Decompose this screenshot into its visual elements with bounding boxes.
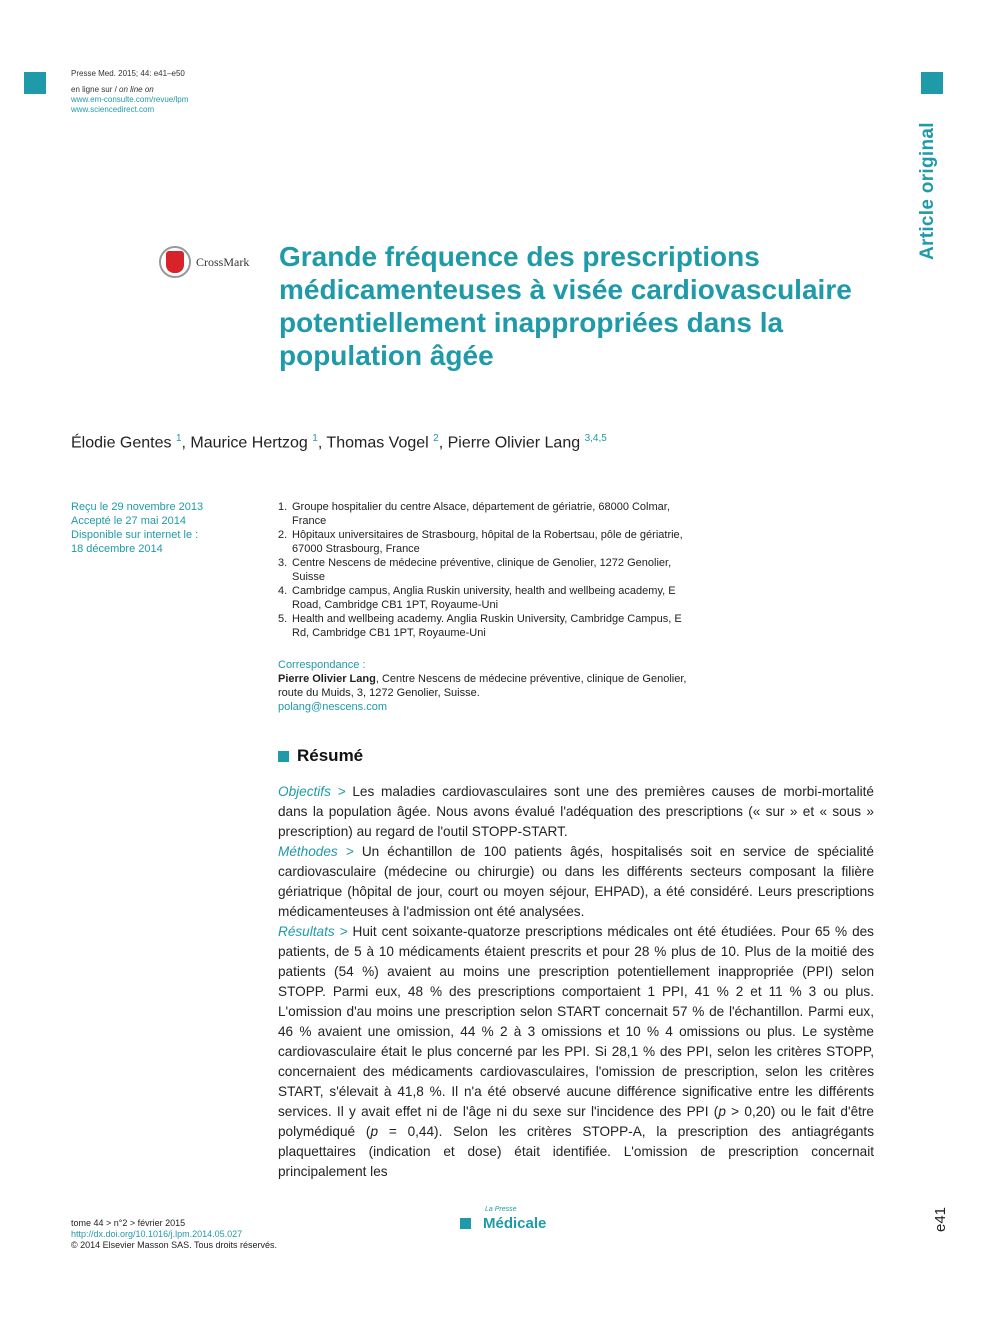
author-name: Élodie Gentes [71, 434, 172, 452]
section-square-icon [278, 751, 289, 762]
issue-info: tome 44 > n°2 > février 2015 [71, 1218, 186, 1228]
abstract-body [278, 782, 874, 1182]
corner-square-right [921, 72, 943, 94]
affiliation-item: 2. Hôpitaux universitaires de Strasbourg, hôpital de la Robertsau, pôle de gériatrie, 67000 Strasbourg, France [278, 529, 683, 555]
correspondence-name: Pierre Olivier Lang [278, 673, 376, 685]
crossmark-icon [159, 246, 191, 278]
copyright: © 2014 Elsevier Masson SAS. Tous droits réservés. [71, 1240, 278, 1250]
header-meta [71, 69, 188, 115]
sciencedirect-link[interactable]: www.sciencedirect.com [71, 105, 155, 114]
corner-square-left [24, 72, 46, 94]
author-affiliation-ref: 3,4,5 [584, 433, 607, 444]
author-list: Élodie Gentes $^1$, Maurice Hertzog $^1$, Thomas Vogel $^2$, Pierre Olivier Lang $^{3,4,5}$ [71, 433, 607, 452]
article-title: Grande fréquence des prescriptions médicamenteuses à visée cardiovasculaire potentiellement inappropriées dans la population âgée [279, 241, 852, 371]
citation: Presse Med. 2015; 44: e41–e50 [71, 69, 185, 78]
logo-big-text: Médicale [483, 1215, 547, 1232]
crossmark-label: CrossMark [196, 254, 250, 269]
affiliation-item: 3. Centre Nescens de médecine préventive, clinique de Genolier, 1272 Genolier, Suisse [278, 557, 672, 583]
affiliation-item: 1. Groupe hospitalier du centre Alsace, département de gériatrie, 68000 Colmar, France [278, 501, 670, 527]
logo-square-icon [460, 1218, 471, 1229]
article-dates [71, 500, 203, 556]
online-date-label: Disponible sur internet le : [71, 529, 199, 541]
author-affiliation-ref: 2 [433, 433, 439, 444]
online-line: en ligne sur / on line on [71, 85, 154, 94]
correspondence-heading: Correspondance : [278, 659, 366, 671]
em-consulte-link[interactable]: www.em-consulte.com/revue/lpm [71, 95, 189, 104]
page-number: e41 [932, 1206, 949, 1232]
affiliation-item: 4. Cambridge campus, Anglia Ruskin university, health and wellbeing academy, E Road, Cambridge CB1 1PT, Royaume-Uni [278, 585, 676, 611]
abstract-methods: Méthodes > Un échantillon de 100 patients âgés, hospitalisés soit en service de spécialité cardiovasculaire (médecine ou chirurgie) ou dans les différents secteurs composant la filière gériatrique (hôpital de jour, court ou moyen séjour, EHPAD), a été considéré. Leurs prescriptions médicamenteuses à l'admission ont été analysées. [278, 844, 874, 919]
correspondence-email-link[interactable]: polang@nescens.com [278, 701, 388, 713]
received-date: Reçu le 29 novembre 2013 [71, 501, 204, 513]
crossmark-button[interactable] [159, 246, 249, 278]
accepted-date: Accepté le 27 mai 2014 [71, 515, 186, 527]
abstract-results: Résultats > Huit cent soixante-quatorze prescriptions médicales ont été étudiées. Pour 65 % des patients, de 5 à 10 médicaments étaient prescrits et pour 28 % plus de 10. Plus de la moitié des patients (54 %) avaient au moins une prescription potentiellement inappropriée (PPI) selon STOPP. Parmi eux, 48 % des prescriptions comportaient 1 PPI, 41 % 2 et 11 % 3 ou plus. L'omission d'au moins une prescription selon START concernait 57 % de l'échantillon. Parmi eux, 46 % avaient une omission, 44 % 2 à 3 omissions et 10 % 4 omissions ou plus. Le système cardiovasculaire était le plus concerné par les PPI. Si 28,1 % des PPI, selon les critères STOPP, concernaient des médicaments cardiovasculaires, l'omission de prescription, selon les critères START, s'élevait à 41,8 %. Il n'a été observé aucune différence significative entre les différents services. Il y avait effet ni de l'âge ni du sexe sur l'incidence des PPI (p > 0,20) ou le fait d'être polymédiqué (p = 0,44). Selon les critères STOPP-A, la prescription des antiagrégants plaquettaires (indication et dose) était identifiée. L'omission de prescription concernait principalement les [278, 924, 874, 1179]
affiliation-list [278, 500, 698, 640]
article-type-label: Article original [917, 122, 938, 260]
abstract-objectives: Objectifs > Les maladies cardiovasculaires sont une des premières causes de morbi-mortalité dans la population âgée. Nous avons évalué l'adéquation des prescriptions (« sur » et « sous » prescription) au regard de l'outil STOPP-START. [278, 784, 874, 839]
author-name: Thomas Vogel [326, 434, 429, 452]
correspondence-address: route du Muids, 3, 1272 Genolier, Suisse. [278, 687, 480, 699]
abstract-heading: Résumé [278, 746, 363, 766]
correspondence-block: Correspondance : Pierre Olivier Lang, Centre Nescens de médecine préventive, clinique de Genolier, route du Muids, 3, 1272 Genolier, Suisse. polang@nescens.com [278, 659, 687, 713]
author-affiliation-ref: 1 [175, 433, 182, 444]
online-date: 18 décembre 2014 [71, 543, 163, 555]
author-name: Maurice Hertzog [190, 434, 308, 452]
doi-link[interactable]: http://dx.doi.org/10.1016/j.lpm.2014.05.027 [71, 1229, 243, 1239]
logo-small-text: La Presse [485, 1206, 517, 1213]
author-affiliation-ref: 1 [312, 433, 318, 444]
affiliation-item: 5. Health and wellbeing academy. Anglia Ruskin University, Cambridge Campus, E Rd, Cambridge CB1 1PT, Royaume-Uni [278, 613, 682, 639]
author-name: Pierre Olivier Lang [447, 434, 581, 452]
footer-info [71, 1218, 277, 1251]
journal-logo [460, 1208, 546, 1232]
